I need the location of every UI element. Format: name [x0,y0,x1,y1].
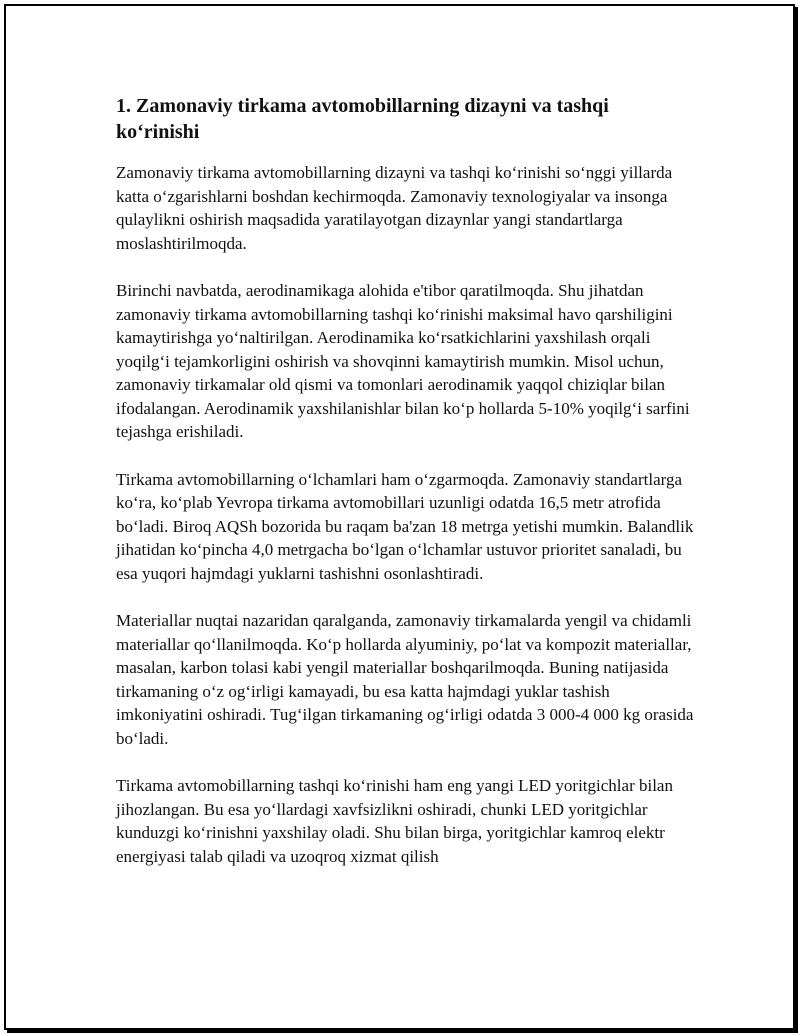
paragraph-aerodynamics: Birinchi navbatda, aerodinamikaga alohida e'tibor qaratilmoqda. Shu jihatdan zamonaviy tirkama avtomobillarning tashqi ko‘rinishi maksimal havo qarshiligini kamaytirishga yo‘naltirilgan. Aerodinamika ko‘rsatkichlarini yaxshilash orqali yoqilg‘i tejamkorligini oshirish va shovqinni kamaytirish mumkin. Misol uchun, zamonaviy tirkamalar old qismi va tomonlari aerodinamik yaqqol chiziqlar bilan ifodalangan. Aerodinamik yaxshilanishlar bilan ko‘p hollarda 5-10% yoqilg‘i sarfini tejashga erishiladi. [116,281,690,441]
paragraph-intro: Zamonaviy tirkama avtomobillarning dizayni va tashqi ko‘rinishi so‘nggi yillarda katta o‘zgarishlarni boshdan kechirmoqda. Zamonaviy texnologiyalar va insonga qulaylikni oshirish maqsadida yaratilayotgan dizaynlar yangi standartlarga moslashtirilmoqda. [116,163,673,253]
paragraph-materials: Materiallar nuqtai nazaridan qaralganda, zamonaviy tirkamalarda yengil va chidamli materiallar qo‘llanilmoqda. Ko‘p hollarda alyuminiy, po‘lat va kompozit materiallar, masalan, karbon tolasi kabi yengil materiallar boshqarilmoqda. Buning natijasida tirkamaning o‘z og‘irligi kamayadi, bu esa katta hajmdagi yuklar tashish imkoniyatini oshiradi. Tug‘ilgan tirkamaning og‘irligi odatda 3 000-4 000 kg orasida bo‘ladi. [116,611,694,748]
paragraph-dimensions: Tirkama avtomobillarning o‘lchamlari ham o‘zgarmoqda. Zamonaviy standartlarga ko‘ra, ko‘plab Yevropa tirkama avtomobillari uzunligi odatda 16,5 metr atrofida bo‘ladi. Biroq AQSh bozorida bu raqam ba'zan 18 metrga yetishi mumkin. Balandlik jihatidan ko‘pincha 4,0 metrgacha bo‘lgan o‘lchamlar ustuvor prioritet sanaladi, bu esa yuqori hajmdagi yuklarni tashishni osonlashtiradi. [116,469,694,583]
paragraph-lighting: Tirkama avtomobillarning tashqi ko‘rinishi ham eng yangi LED yoritgichlar bilan jihozlangan. Bu esa yo‘llardagi xavfsizlikni oshiradi, chunki LED yoritgichlar kunduzgi ko‘rinishni yaxshilay oladi. Shu bilan birga, yoritgichlar kamroq elektr energiyasi talab qiladi va uzoqroq xizmat qilish [116,776,673,866]
section-heading: 1. Zamonaviy tirkama avtomobillarning dizayni va tashqi ko‘rinishi [116,95,609,143]
document-body [116,93,696,892]
